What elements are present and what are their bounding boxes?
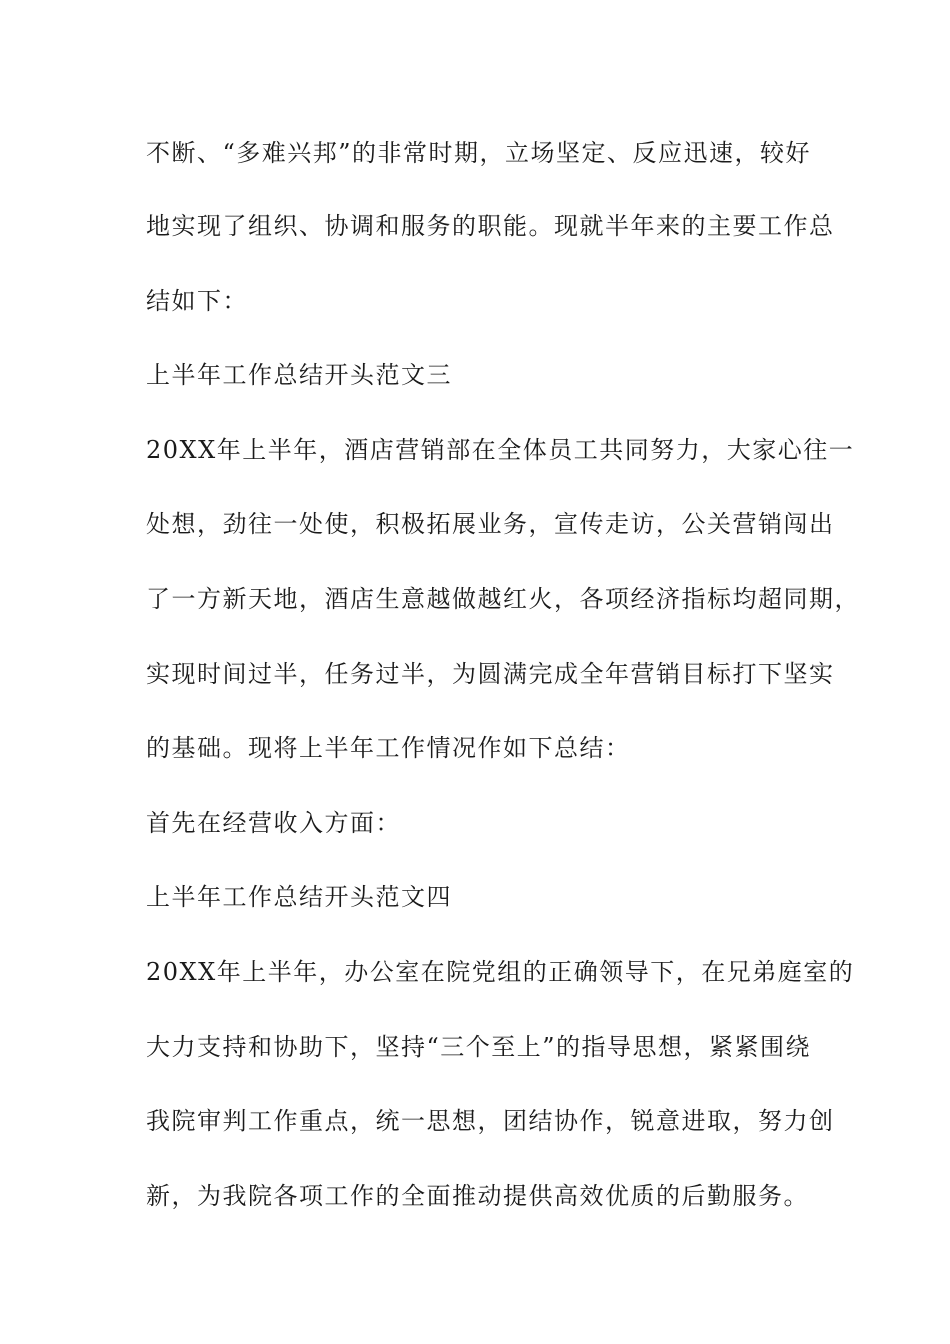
- paragraph-line: 我院审判工作重点，统一思想，团结协作，锐意进取，努力创: [146, 1107, 835, 1135]
- paragraph-line: 20XX年上半年，办公室在院党组的正确领导下，在兄弟庭室的: [146, 958, 855, 986]
- paragraph-line: 20XX年上半年，酒店营销部在全体员工共同努力，大家心往一: [146, 436, 855, 464]
- section-heading: 上半年工作总结开头范文三: [146, 361, 452, 389]
- paragraph-line: 首先在经营收入方面：: [146, 809, 401, 837]
- paragraph-line: 大力支持和协助下，坚持“三个至上”的指导思想，紧紧围绕: [146, 1033, 812, 1061]
- paragraph-line: 地实现了组织、协调和服务的职能。现就半年来的主要工作总: [146, 212, 835, 240]
- paragraph-line: 新，为我院各项工作的全面推动提供高效优质的后勤服务。: [146, 1182, 809, 1210]
- paragraph-line: 了一方新天地，酒店生意越做越红火，各项经济指标均超同期，: [146, 585, 860, 613]
- paragraph-line: 结如下：: [146, 287, 248, 315]
- paragraph-line: 处想，劲往一处使，积极拓展业务，宣传走访，公关营销闯出: [146, 510, 835, 538]
- paragraph-line: 实现时间过半，任务过半，为圆满完成全年营销目标打下坚实: [146, 660, 835, 688]
- paragraph-line: 的基础。现将上半年工作情况作如下总结：: [146, 734, 631, 762]
- paragraph-line: 不断、“多难兴邦”的非常时期，立场坚定、反应迅速，较好: [146, 139, 812, 167]
- section-heading: 上半年工作总结开头范文四: [146, 883, 452, 911]
